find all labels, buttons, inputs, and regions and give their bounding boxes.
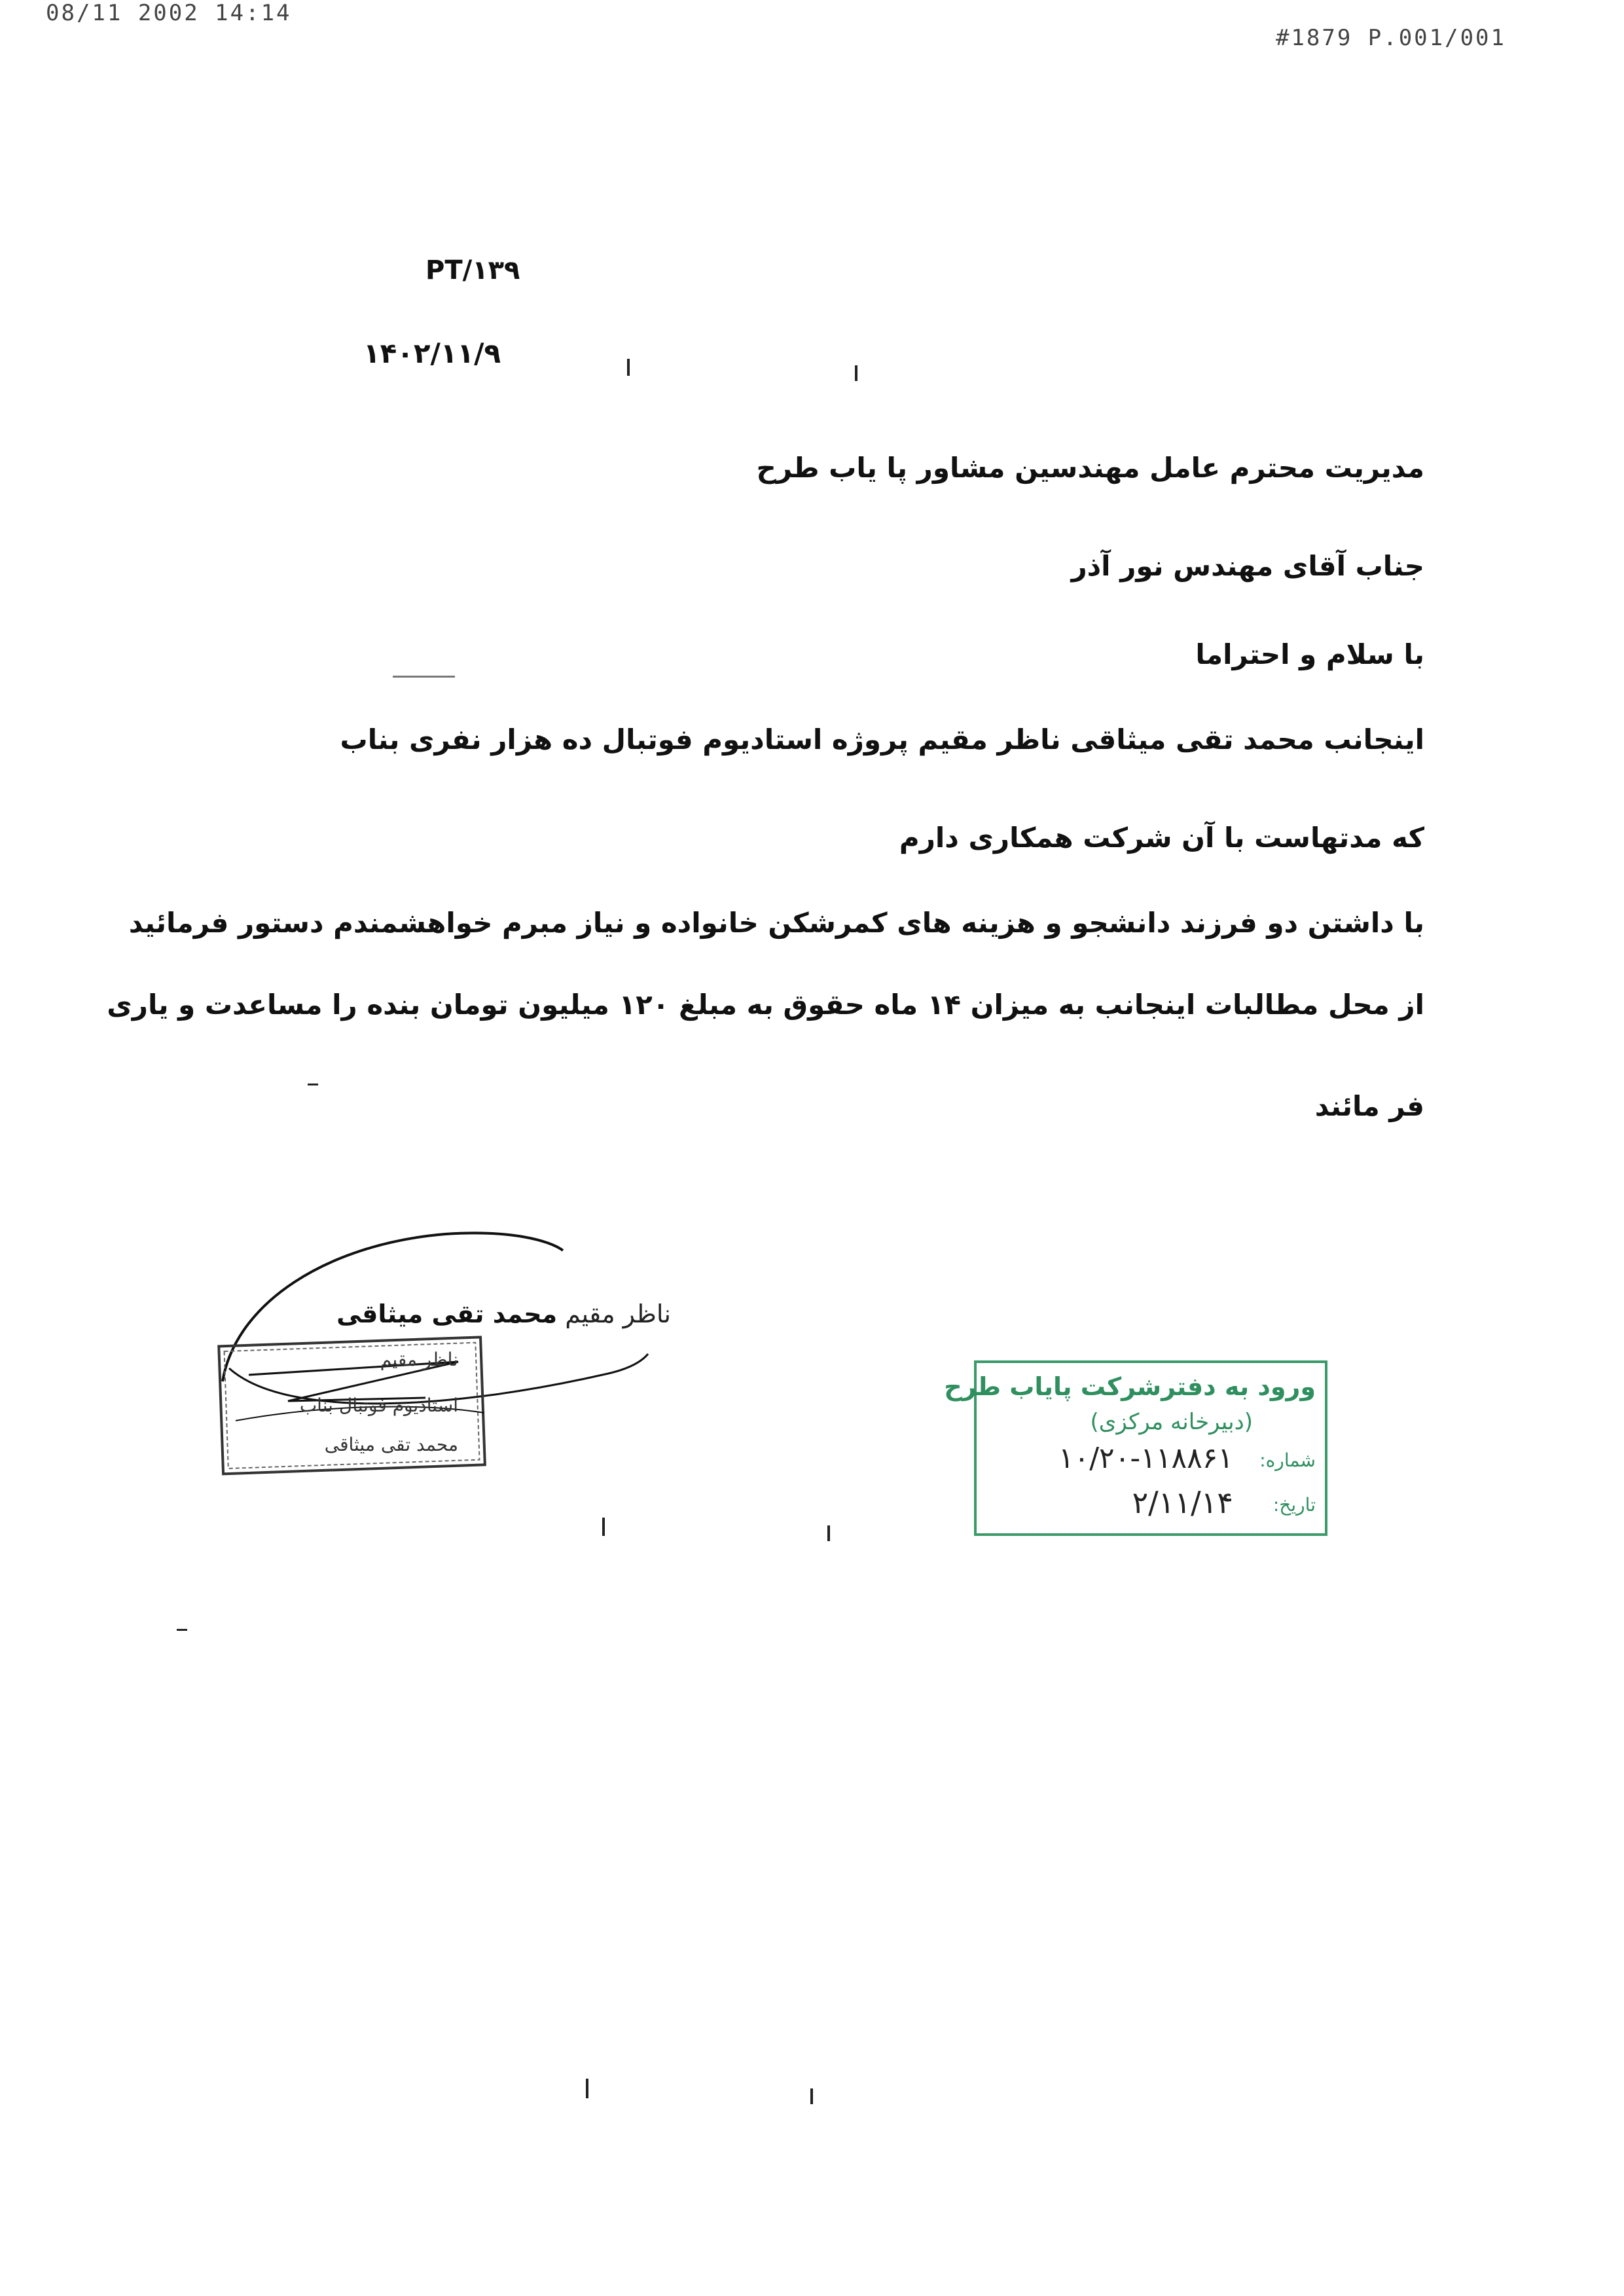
receipt-stamp [944, 1360, 1327, 1536]
recipient-organization: مدیریت محترم عامل مهندسین مشاور پا یاب طرح [756, 452, 1424, 484]
scan-mark [308, 1084, 318, 1085]
letter-date: ۱۴۰۲/۱۱/۹ [363, 337, 501, 369]
stamp-line-project: استادیوم فوتبال بناب [299, 1394, 458, 1416]
body-line-1: اینجانب محمد تقی میثاقی ناظر مقیم پروژه استادیوم فوتبال ده هزار نفری بناب [340, 723, 1424, 756]
letter-reference-number: PT/۱۳۹ [425, 255, 520, 285]
scan-mark [602, 1518, 605, 1536]
receipt-number-value: ۱۰/۲۰-۱۱۸۸۶۱ [1058, 1442, 1233, 1475]
fax-header-left: 08/11 2002 14:14 [46, 0, 292, 26]
scan-mark [586, 2079, 588, 2098]
body-line-2: که مدتهاست با آن شرکت همکاری دارم [899, 822, 1424, 854]
signature-stamp [209, 1205, 655, 1493]
scan-mark [627, 359, 630, 376]
stamp-line-name: محمد تقی میثاقی [324, 1434, 458, 1455]
receipt-number-label: شماره: [1259, 1449, 1316, 1471]
fax-header-right: #1879 P.001/001 [1275, 25, 1506, 51]
receipt-stamp-title: ورود به دفترشرکت پایاب طرح [944, 1372, 1316, 1401]
receipt-stamp-subtitle: (دبیرخانه مرکزی) [1090, 1409, 1253, 1435]
scan-mark [810, 2088, 813, 2104]
body-line-4: از محل مطالبات اینجانب به میزان ۱۴ ماه حقوق به مبلغ ۱۲۰ میلیون تومان بنده را مساعدت و یاری [107, 989, 1424, 1021]
receipt-date-label: تاریخ: [1272, 1494, 1316, 1516]
signer-name: محمد تقی میثاقی [336, 1300, 558, 1328]
scan-mark [827, 1525, 830, 1541]
body-line-3: با داشتن دو فرزند دانشجو و هزینه های کمرشکن خانواده و نیاز مبرم خواهشمندم دستور فرمائید [128, 907, 1424, 939]
scan-mark [393, 676, 455, 678]
greeting: با سلام و احتراما [1195, 638, 1424, 670]
signer-line [298, 1300, 671, 1328]
signer-title: ناظر مقیم [565, 1300, 671, 1328]
receipt-date-value: ۲/۱۱/۱۴ [1132, 1485, 1233, 1520]
stamp-line-title: ناظر مقیم [380, 1349, 458, 1370]
body-line-5: فر مائند [1314, 1090, 1424, 1122]
scan-mark [177, 1629, 187, 1631]
scan-mark [855, 365, 857, 381]
recipient-person: جناب آقای مهندس نور آذر [1071, 550, 1424, 582]
